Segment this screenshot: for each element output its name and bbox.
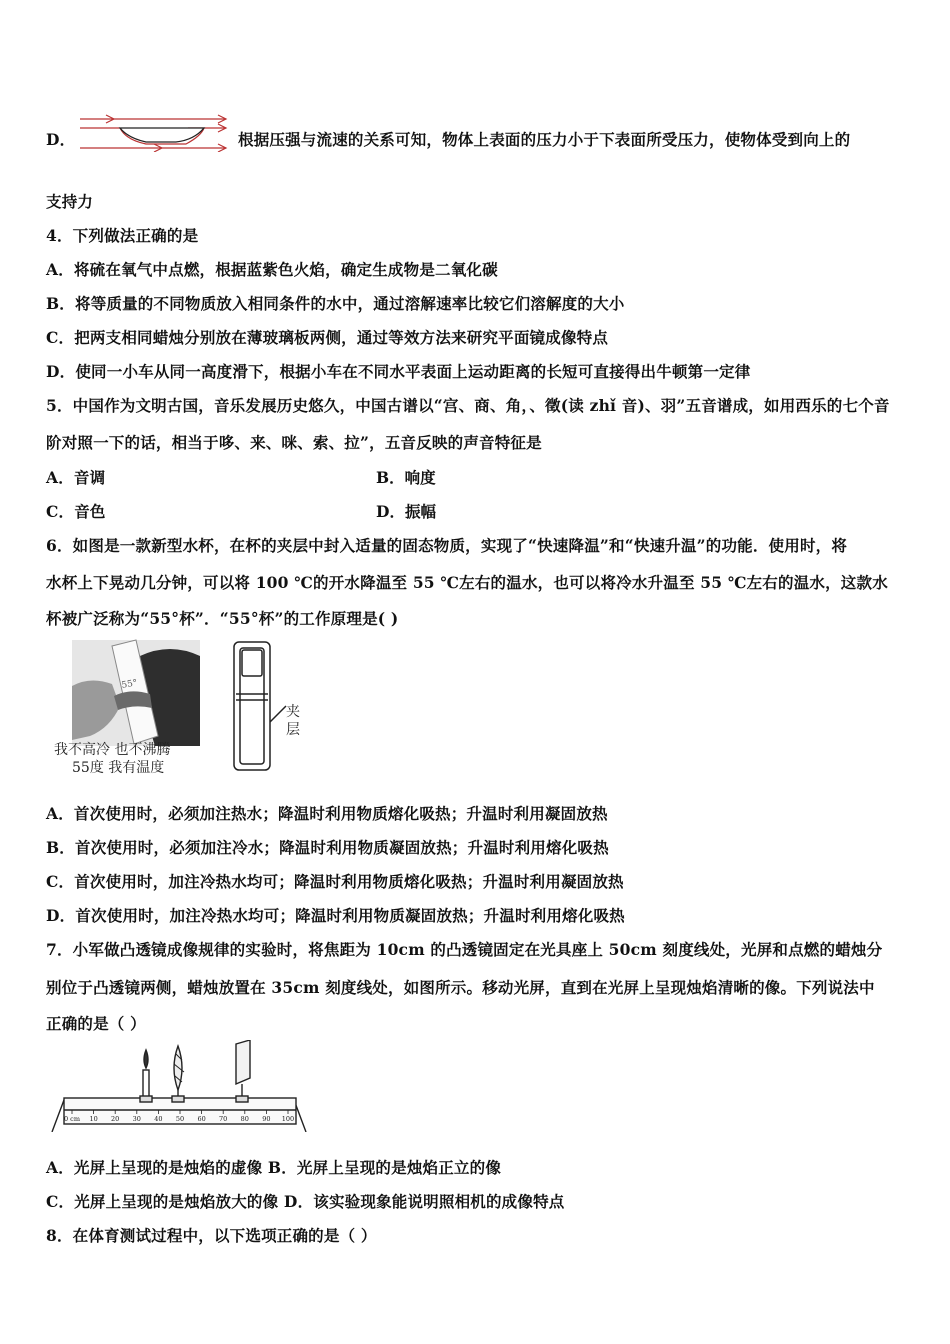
ruler-tick-label: 60 — [197, 1115, 206, 1123]
q7-stem-line3: 正确的是（ ） — [46, 1014, 146, 1033]
q5-option-b: B．响度 — [376, 468, 436, 487]
cup-layer-label-2: 层 — [286, 722, 300, 738]
ruler-tick-label: 30 — [132, 1115, 141, 1123]
q4-option-d: D．使同一小车从同一高度滑下，根据小车在不同水平表面上运动距离的长短可直接得出牛顿第一定律 — [46, 362, 751, 381]
q3-option-d-text-cont: 支持力 — [46, 192, 94, 211]
cup-layer-label-1: 夹 — [286, 704, 300, 720]
q4-stem: 4．下列做法正确的是 — [46, 226, 199, 245]
ruler-tick-label: 90 — [262, 1115, 271, 1123]
q7-stem-line1: 7．小军做凸透镜成像规律的实验时，将焦距为 10cm 的凸透镜固定在光具座上 50cm 刻度线处，光屏和点燃的蜡烛分 — [46, 940, 883, 959]
q5-stem-line2: 阶对照一下的话，相当于哆、来、咪、索、拉”，五音反映的声音特征是 — [46, 433, 542, 452]
q7-stem-line2: 别位于凸透镜两侧，蜡烛放置在 35cm 刻度线处，如图所示。移动光屏，直到在光屏上呈现烛焰清晰的像。下列说法中 — [46, 978, 875, 997]
q6-option-a: A．首次使用时，必须加注热水；降温时利用物质熔化吸热；升温时利用凝固放热 — [46, 804, 608, 823]
q3-option-d-label: D． — [46, 130, 76, 149]
q4-option-c: C．把两支相同蜡烛分别放在薄玻璃板两侧，通过等效方法来研究平面镜成像特点 — [46, 328, 609, 347]
q6-stem-line3: 杯被广泛称为“55°杯”．“55°杯”的工作原理是( ) — [46, 609, 399, 628]
q6-stem-line1: 6．如图是一款新型水杯，在杯的夹层中封入适量的固态物质，实现了“快速降温”和“快速升温”的功能．使用时，将 — [46, 536, 848, 555]
q7-options-line2: C．光屏上呈现的是烛焰放大的像 D．该实验现象能说明照相机的成像特点 — [46, 1192, 565, 1211]
q7-options-line1: A．光屏上呈现的是烛焰的虚像 B．光屏上呈现的是烛焰正立的像 — [46, 1158, 502, 1177]
q4-option-a: A．将硫在氧气中点燃，根据蓝紫色火焰，确定生成物是二氧化碳 — [46, 260, 498, 279]
q4-option-b: B．将等质量的不同物质放入相同条件的水中，通过溶解速率比较它们溶解度的大小 — [46, 294, 625, 313]
ruler-tick-label: 80 — [240, 1115, 249, 1123]
ruler-tick-label: 10 — [89, 1115, 98, 1123]
cup-figure — [50, 636, 310, 781]
airfoil-flow-figure — [76, 110, 234, 152]
cup-cross-section — [234, 642, 286, 770]
cup-caption-line1: 我不高冷 也不沸腾 — [54, 742, 171, 758]
q3-option-d-text: 根据压强与流速的关系可知，物体上表面的压力小于下表面所受压力，使物体受到向上的 — [238, 130, 851, 149]
q6-option-c: C．首次使用时，加注冷热水均可；降温时利用物质熔化吸热；升温时利用凝固放热 — [46, 872, 624, 891]
q5-option-c: C．音色 — [46, 502, 106, 521]
q6-option-d: D．首次使用时，加注冷热水均可；降温时利用物质凝固放热；升温时利用熔化吸热 — [46, 906, 625, 925]
q6-stem-line2: 水杯上下晃动几分钟，可以将 100 ℃的开水降温至 55 ℃左右的温水，也可以将冷水升温至 55 ℃左右的温水，这款水 — [46, 573, 888, 592]
q5-option-d: D．振幅 — [376, 502, 436, 521]
ruler-tick-label: 100 — [281, 1115, 295, 1123]
ruler-tick-label: 50 — [175, 1115, 185, 1123]
ruler-tick-label: 70 — [219, 1115, 228, 1123]
ruler-tick-label: 20 — [111, 1115, 120, 1123]
q6-option-b: B．首次使用时，必须加注冷水；降温时利用物质凝固放热；升温时利用熔化吸热 — [46, 838, 609, 857]
cup-caption-line2: 55度 我有温度 — [72, 760, 165, 776]
optical-bench-figure — [50, 1040, 310, 1132]
ruler-tick-label: 0 cm — [63, 1115, 81, 1123]
q5-option-a: A．音调 — [46, 468, 106, 487]
ruler-tick-label: 40 — [154, 1115, 163, 1123]
q5-stem-line1: 5．中国作为文明古国，音乐发展历史悠久，中国古谱以“宫、商、角，、徵(读 zhǐ 音)、羽”五音谱成，如用西乐的七个音 — [46, 396, 890, 415]
hand-cup-photo — [72, 640, 200, 746]
q8-stem: 8．在体育测试过程中，以下选项正确的是（ ） — [46, 1226, 377, 1245]
svg-text:55°: 55° — [120, 678, 139, 691]
